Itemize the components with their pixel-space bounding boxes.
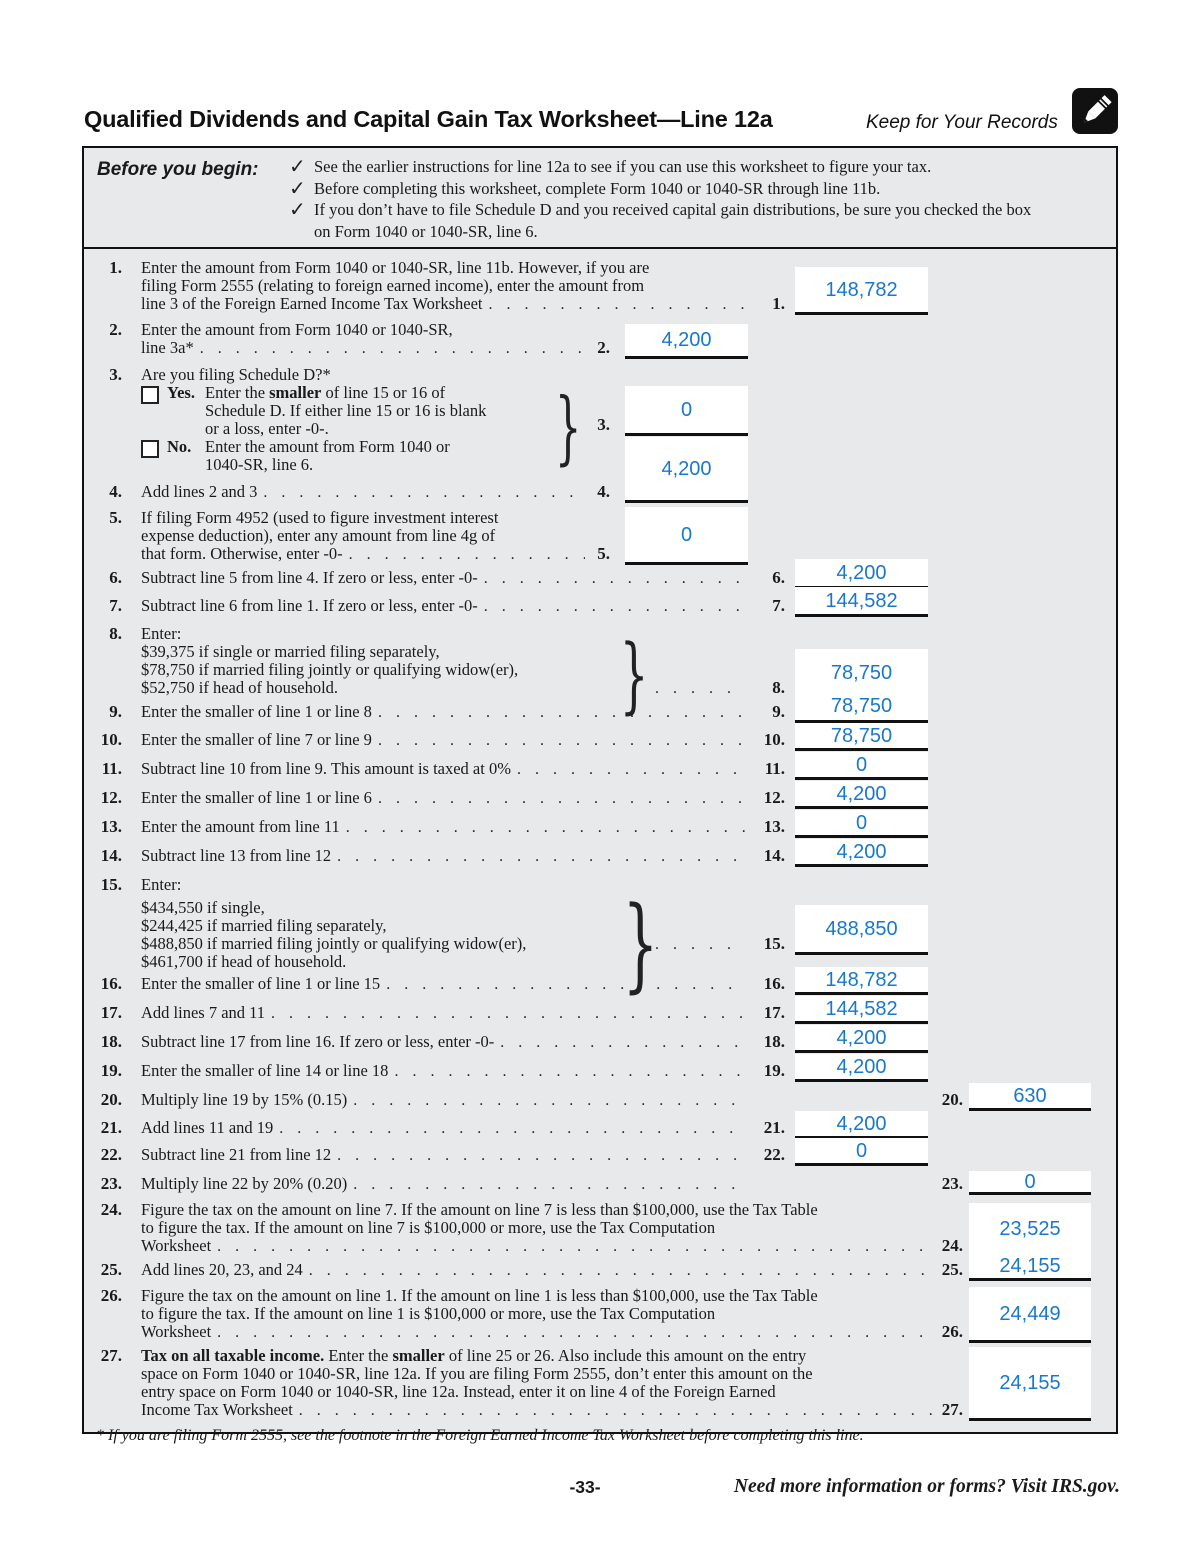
- line-text: Enter the smaller of line 1 or line 8: [141, 702, 372, 721]
- line-20-value: 630: [1013, 1084, 1047, 1107]
- line-text-block: [141, 1033, 745, 1051]
- no-option-text: [205, 438, 450, 474]
- threshold-line: $461,700 if head of household.: [141, 952, 347, 971]
- line-26-amount-box[interactable]: [969, 1287, 1091, 1343]
- line-text-block: [141, 789, 745, 807]
- dot-leader: [484, 597, 745, 615]
- line-1-value: 148,782: [825, 278, 898, 301]
- line-22-value: 0: [855, 1139, 868, 1162]
- line-24-entry: [917, 1203, 1091, 1257]
- line-14-row: [92, 840, 1116, 865]
- entry-label: 11.: [764, 759, 785, 778]
- entry-label: 9.: [772, 702, 785, 721]
- dot-leader: [488, 295, 745, 313]
- line-text-block: [141, 1004, 745, 1022]
- keep-for-records-label: Keep for Your Records: [866, 112, 1058, 133]
- entry-label: 26.: [941, 1322, 963, 1341]
- line-8-row: [92, 625, 1116, 697]
- line-text-block: [141, 1119, 745, 1137]
- line-5-amount-box[interactable]: [625, 507, 748, 565]
- line-text: to figure the tax. If the amount on line 7 is $100,000 or more, use the Tax Computation: [141, 1218, 716, 1237]
- line-19-row: [92, 1055, 1116, 1080]
- line-number: 25.: [100, 1260, 122, 1279]
- entry-label: 5.: [597, 544, 610, 563]
- line-text: space on Form 1040 or 1040-SR, line 12a. If you are filing Form 2555, don’t enter this amount on the: [141, 1364, 813, 1383]
- line-20-row: [92, 1084, 1116, 1109]
- line-5-value: 0: [680, 523, 693, 546]
- line-21-amount-box[interactable]: [795, 1111, 928, 1139]
- option-line: or a loss, enter -0-.: [205, 419, 329, 438]
- line-1-row: [92, 259, 1116, 313]
- line-6-row: [92, 561, 1116, 587]
- option-line: Enter the amount from Form 1040 or: [205, 437, 450, 456]
- line-20-entry: [917, 1083, 1091, 1111]
- instruction-text: Before completing this worksheet, complete Form 1040 or 1040-SR through line 11b.: [314, 178, 881, 198]
- line-18-amount-box[interactable]: [795, 1025, 928, 1053]
- line-24-row: [92, 1201, 1116, 1255]
- entry-label: 23.: [941, 1174, 963, 1193]
- line-26-entry: [917, 1287, 1091, 1343]
- line-text-block: [141, 366, 585, 474]
- line-6-amount-box[interactable]: [795, 559, 928, 589]
- dot-leader: [378, 703, 745, 721]
- line-text: Add lines 20, 23, and 24: [141, 1260, 303, 1279]
- line-number: 11.: [101, 759, 122, 778]
- line-number: 21.: [100, 1118, 122, 1137]
- line-23-amount-box[interactable]: [969, 1171, 1091, 1195]
- line-24-value: 23,525: [999, 1217, 1061, 1240]
- line-19-entry: [739, 1054, 928, 1082]
- line-text-block: [141, 1287, 935, 1341]
- line-text-block: [141, 1347, 935, 1419]
- line-text: Worksheet: [141, 1322, 212, 1341]
- line-text: If filing Form 4952 (used to figure investment interest: [141, 508, 499, 527]
- line-text-block: [141, 1201, 935, 1255]
- option-line: [205, 384, 486, 402]
- no-option: [141, 438, 585, 474]
- line-7-row: [92, 589, 1116, 615]
- before-you-begin-items: [289, 156, 1110, 242]
- line-21-entry: [739, 1111, 928, 1139]
- instruction-line: If you don’t have to file Schedule D and you received capital gain distributions, be sure you checked the box: [314, 200, 1032, 219]
- dot-leader: [200, 339, 585, 357]
- line-text: Enter the smaller of line 1 or line 15: [141, 974, 381, 993]
- line-12-amount-box[interactable]: [795, 781, 928, 809]
- dot-leader: [349, 545, 585, 563]
- line-number: 15.: [100, 875, 122, 894]
- line-text-block: [141, 483, 585, 501]
- worksheet-lines: [84, 249, 1116, 1445]
- line-15-amount-box[interactable]: [795, 905, 928, 955]
- line-5-row: [92, 509, 1116, 563]
- line-15-row: [92, 876, 1116, 971]
- line-1-amount-box[interactable]: [795, 267, 928, 315]
- line-19-amount-box[interactable]: [795, 1054, 928, 1082]
- line-3-entry: [564, 386, 748, 436]
- dot-leader: [263, 483, 585, 501]
- worksheet-footnote: * If you are filing Form 2555, see the footnote in the Foreign Earned Income Tax Worksheet before completing this line.: [96, 1427, 864, 1444]
- line-16-row: [92, 968, 1116, 993]
- entry-label: 19.: [763, 1061, 785, 1080]
- line-7-amount-box[interactable]: [795, 587, 928, 617]
- dot-leader: [217, 1237, 935, 1255]
- line-12-entry: [739, 781, 928, 809]
- yes-option-text: [205, 384, 486, 438]
- dot-leader: [299, 1401, 935, 1419]
- line-22-entry: [739, 1138, 928, 1166]
- line-number: 17.: [100, 1003, 122, 1022]
- line-21-row: [92, 1112, 1116, 1137]
- line-3-amount-box[interactable]: [625, 386, 748, 436]
- entry-label: 15.: [763, 934, 785, 953]
- entry-label: 3.: [597, 415, 610, 434]
- dot-leader: [353, 1091, 745, 1109]
- dot-leader: [655, 679, 739, 697]
- threshold-line: $488,850 if married filing jointly or qualifying widow(er),: [141, 934, 527, 953]
- line-11-value: 0: [855, 753, 868, 776]
- line-number: 9.: [109, 702, 122, 721]
- instruction-item: [289, 199, 1110, 242]
- line-text-block: [141, 1062, 745, 1080]
- line-text: Figure the tax on the amount on line 7. If the amount on line 7 is less than $100,000, use the Tax Table: [141, 1200, 818, 1219]
- line-text: Enter the smaller of line 1 or line 6: [141, 788, 372, 807]
- line-text: [141, 1347, 935, 1365]
- line-25-entry: [917, 1253, 1091, 1281]
- line-text-block: [141, 1091, 745, 1109]
- line-text: Enter the amount from Form 1040 or 1040-SR, line 11b. However, if you are: [141, 258, 650, 277]
- entry-label: 2.: [597, 338, 610, 357]
- line-number: 3.: [109, 365, 122, 384]
- line-text-block: [141, 321, 585, 357]
- line-number: 19.: [100, 1061, 122, 1080]
- line-4-amount-box[interactable]: [625, 437, 748, 503]
- line-number: 18.: [100, 1032, 122, 1051]
- line-14-amount-box[interactable]: [795, 839, 928, 867]
- threshold-line: $434,550 if single,: [141, 898, 265, 917]
- line-text-block: [141, 597, 745, 615]
- line-number: 8.: [109, 624, 122, 643]
- page-title: Qualified Dividends and Capital Gain Tax Worksheet—Line 12a: [84, 106, 773, 132]
- option-line: 1040-SR, line 6.: [205, 455, 314, 474]
- entry-label: 17.: [763, 1003, 785, 1022]
- line-number: 2.: [109, 320, 122, 339]
- yes-checkbox[interactable]: [141, 386, 159, 404]
- line-text-block: [141, 259, 745, 313]
- threshold-line: $78,750 if married filing jointly or qualifying widow(er),: [141, 660, 519, 679]
- instruction-text: See the earlier instructions for line 12a to see if you can use this worksheet to figure your tax.: [314, 157, 932, 176]
- line-10-value: 78,750: [830, 724, 893, 747]
- line-13-amount-box[interactable]: [795, 810, 928, 838]
- entry-label: 1.: [772, 294, 785, 313]
- line-number: 4.: [109, 482, 122, 501]
- line-number: 5.: [109, 508, 122, 527]
- checkmark-icon: ✓: [289, 197, 306, 221]
- line-26-value: 24,449: [999, 1302, 1061, 1325]
- dot-leader: [517, 760, 745, 778]
- line-text-block: [141, 1261, 935, 1279]
- line-number: 23.: [100, 1174, 122, 1193]
- line-2-row: [92, 321, 1116, 357]
- line-text: Add lines 11 and 19: [141, 1118, 274, 1137]
- line-number: 20.: [100, 1090, 122, 1109]
- entry-label: 22.: [763, 1145, 785, 1164]
- line-25-value: 24,155: [999, 1254, 1061, 1277]
- line-9-entry: [739, 692, 928, 723]
- threshold-line: $52,750 if head of household.: [141, 678, 339, 697]
- line-text: entry space on Form 1040 or 1040-SR, line 12a. Instead, enter it on line 4 of the Foreign Earned: [141, 1382, 776, 1401]
- line-text-bold: smaller: [392, 1346, 445, 1365]
- line-14-value: 4,200: [836, 840, 887, 863]
- line-10-row: [92, 724, 1116, 749]
- entry-label: 7.: [772, 596, 785, 615]
- line-text-block: [141, 509, 585, 563]
- line-20-amount-box[interactable]: [969, 1083, 1091, 1111]
- line-text: Enter the smaller of line 14 or line 18: [141, 1061, 389, 1080]
- line-9-amount-box[interactable]: [795, 692, 928, 723]
- line-6-entry: [739, 559, 928, 589]
- line-2-value: 4,200: [661, 329, 712, 351]
- entry-label: 21.: [763, 1118, 785, 1137]
- line-10-amount-box[interactable]: [795, 723, 928, 751]
- line-15-value: 488,850: [825, 917, 898, 940]
- line-18-row: [92, 1026, 1116, 1051]
- instruction-item: [289, 156, 1110, 178]
- checkmark-icon: ✓: [289, 175, 306, 200]
- line-text: Enter:: [141, 624, 182, 643]
- line-22-row: [92, 1139, 1116, 1164]
- dot-leader: [337, 847, 745, 865]
- line-text: Subtract line 10 from line 9. This amount is taxed at 0%: [141, 759, 511, 778]
- line-text: to figure the tax. If the amount on line 1 is $100,000 or more, use the Tax Computation: [141, 1304, 716, 1323]
- line-text: Multiply line 19 by 15% (0.15): [141, 1090, 348, 1109]
- dot-leader: [271, 1004, 745, 1022]
- line-number: 7.: [109, 596, 122, 615]
- entry-label: 4.: [597, 482, 610, 501]
- entry-label: 12.: [763, 788, 785, 807]
- line-19-value: 4,200: [836, 1055, 887, 1078]
- line-text: Enter:: [141, 875, 182, 894]
- dot-leader: [337, 1146, 745, 1164]
- line-25-row: [92, 1254, 1116, 1279]
- dot-leader: [217, 1323, 935, 1341]
- line-27-entry: [917, 1347, 1091, 1421]
- line-text: expense deduction), enter any amount from line 4g of: [141, 526, 496, 545]
- dot-leader: [500, 1033, 745, 1051]
- line-11-row: [92, 753, 1116, 778]
- line-text: that form. Otherwise, enter -0-: [141, 544, 343, 563]
- line-text-bold: Tax on all taxable income.: [141, 1346, 325, 1365]
- instruction-line: on Form 1040 or 1040-SR, line 6.: [314, 221, 538, 241]
- instruction-text: [314, 199, 1031, 242]
- dot-leader: [353, 1175, 745, 1193]
- line-18-entry: [739, 1025, 928, 1053]
- dot-leader: [655, 935, 739, 953]
- line-text-block: [141, 818, 745, 836]
- line-2-amount-box[interactable]: [625, 324, 748, 359]
- line-9-row: [92, 695, 1116, 721]
- line-text-block: [141, 1146, 745, 1164]
- line-3-value: 0: [680, 398, 693, 421]
- line-1-entry: [739, 267, 928, 315]
- option-text: Enter the: [205, 383, 270, 402]
- line-6-value: 4,200: [836, 561, 887, 584]
- line-text-block: [141, 760, 745, 778]
- line-text: Worksheet: [141, 1236, 212, 1255]
- line-text: Subtract line 17 from line 16. If zero or less, enter -0-: [141, 1032, 495, 1051]
- entry-label: 13.: [763, 817, 785, 836]
- line-13-value: 0: [855, 811, 868, 834]
- line-number: 1.: [109, 258, 122, 277]
- line-text: Income Tax Worksheet: [141, 1400, 293, 1419]
- line-text: Enter the smaller of line 7 or line 9: [141, 730, 372, 749]
- line-number: 24.: [100, 1200, 122, 1219]
- line-text: Subtract line 21 from line 12: [141, 1145, 332, 1164]
- line-21-value: 4,200: [836, 1112, 887, 1135]
- line-22-amount-box[interactable]: [795, 1138, 928, 1166]
- line-25-amount-box[interactable]: [969, 1253, 1091, 1281]
- no-checkbox[interactable]: [141, 440, 159, 458]
- threshold-line: $39,375 if single or married filing separately,: [141, 642, 440, 661]
- line-27-value: 24,155: [999, 1371, 1061, 1394]
- line-27-row: [92, 1347, 1116, 1419]
- instruction-item: [289, 175, 1110, 200]
- line-15-entry: [655, 905, 928, 955]
- line-text: Enter the amount from line 11: [141, 817, 340, 836]
- line-24-amount-box[interactable]: [969, 1203, 1091, 1257]
- line-5-entry: [564, 507, 748, 565]
- worksheet-panel: [82, 146, 1118, 1444]
- line-7-value: 144,582: [825, 589, 898, 612]
- before-you-begin-label: Before you begin:: [97, 159, 259, 180]
- dot-leader: [386, 975, 745, 993]
- line-text: line 3 of the Foreign Earned Income Tax Worksheet: [141, 294, 483, 313]
- line-text: Enter the amount from Form 1040 or 1040-SR,: [141, 320, 453, 339]
- line-number: 26.: [100, 1286, 122, 1305]
- line-number: 14.: [100, 846, 122, 865]
- dot-leader: [378, 789, 745, 807]
- entry-label: 6.: [772, 568, 785, 587]
- yes-option: [141, 384, 585, 438]
- line-text: Figure the tax on the amount on line 1. If the amount on line 1 is less than $100,000, use the Tax Table: [141, 1286, 818, 1305]
- line-number: 27.: [100, 1346, 122, 1365]
- line-17-value: 144,582: [825, 997, 898, 1020]
- line-14-entry: [739, 839, 928, 867]
- line-8-value: 78,750: [830, 661, 893, 684]
- entry-label: 24.: [941, 1236, 963, 1255]
- line-9-value: 78,750: [830, 695, 893, 717]
- before-you-begin-section: [84, 148, 1116, 249]
- entry-label: 16.: [763, 974, 785, 993]
- line-4-value: 4,200: [661, 457, 712, 480]
- line-text-block: [141, 847, 745, 865]
- line-number: 6.: [109, 568, 122, 587]
- entry-label: 18.: [763, 1032, 785, 1051]
- dot-leader: [346, 818, 745, 836]
- entry-label: 27.: [941, 1400, 963, 1419]
- dot-leader: [378, 731, 745, 749]
- line-11-entry: [739, 752, 928, 780]
- line-text: Enter the: [324, 1346, 393, 1365]
- line-text-block: [141, 1175, 745, 1193]
- line-number: 10.: [100, 730, 122, 749]
- line-18-value: 4,200: [836, 1026, 887, 1049]
- line-text: Add lines 7 and 11: [141, 1003, 266, 1022]
- line-23-value: 0: [1024, 1170, 1036, 1193]
- line-23-row: [92, 1170, 1116, 1193]
- line-number: 22.: [100, 1145, 122, 1164]
- line-text-block: [141, 975, 745, 993]
- line-text: Multiply line 22 by 20% (0.20): [141, 1174, 348, 1193]
- option-line: Schedule D. If either line 15 or 16 is blank: [205, 401, 487, 420]
- line-17-row: [92, 997, 1116, 1022]
- entry-label: 8.: [772, 678, 785, 697]
- line-4-entry: [564, 437, 748, 503]
- entry-label: 10.: [763, 730, 785, 749]
- no-label: No.: [167, 437, 192, 456]
- line-text: Subtract line 6 from line 1. If zero or less, enter -0-: [141, 596, 478, 615]
- line-17-amount-box[interactable]: [795, 996, 928, 1024]
- line-text: Are you filing Schedule D?*: [141, 365, 331, 384]
- line-text: Subtract line 5 from line 4. If zero or less, enter -0-: [141, 568, 478, 587]
- entry-label: 25.: [941, 1260, 963, 1279]
- dot-leader: [279, 1119, 745, 1137]
- line-17-entry: [739, 996, 928, 1024]
- dot-leader: [309, 1261, 935, 1279]
- dot-leader: [394, 1062, 745, 1080]
- line-27-amount-box[interactable]: [969, 1347, 1091, 1421]
- line-2-entry: [564, 324, 748, 359]
- line-12-row: [92, 782, 1116, 807]
- line-26-row: [92, 1287, 1116, 1341]
- line-text: Add lines 2 and 3: [141, 482, 258, 501]
- line-7-entry: [739, 587, 928, 617]
- line-23-entry: [917, 1171, 1091, 1195]
- line-10-entry: [739, 723, 928, 751]
- pencil-icon: [1072, 88, 1118, 134]
- line-text: line 3a*: [141, 338, 194, 357]
- line-16-amount-box[interactable]: [795, 967, 928, 995]
- line-12-value: 4,200: [836, 782, 887, 805]
- line-text-block: [141, 569, 745, 587]
- line-text-block: [141, 731, 745, 749]
- line-number: 12.: [100, 788, 122, 807]
- yes-label: Yes.: [167, 383, 195, 402]
- line-text-block: [141, 703, 745, 721]
- line-16-entry: [739, 967, 928, 995]
- option-text: of line 15 or 16 of: [321, 383, 446, 402]
- line-11-amount-box[interactable]: [795, 752, 928, 780]
- line-text: filing Form 2555 (relating to foreign earned income), enter the amount from: [141, 276, 645, 295]
- option-text-bold: smaller: [269, 383, 322, 402]
- line-text: Subtract line 13 from line 12: [141, 846, 332, 865]
- line-13-entry: [739, 810, 928, 838]
- dot-leader: [484, 569, 745, 587]
- checkmark-icon: ✓: [289, 154, 306, 178]
- entry-label: 20.: [941, 1090, 963, 1109]
- footer-note: Need more information or forms? Visit IRS.gov.: [733, 1476, 1120, 1497]
- line-number: 16.: [100, 974, 122, 993]
- line-13-row: [92, 811, 1116, 836]
- page-number-text: -33-: [569, 1477, 601, 1497]
- line-number: 13.: [100, 817, 122, 836]
- line-text: of line 25 or 26. Also include this amount on the entry: [444, 1346, 807, 1365]
- entry-label: 14.: [763, 846, 785, 865]
- threshold-line: $244,425 if married filing separately,: [141, 916, 387, 935]
- line-16-value: 148,782: [825, 968, 898, 991]
